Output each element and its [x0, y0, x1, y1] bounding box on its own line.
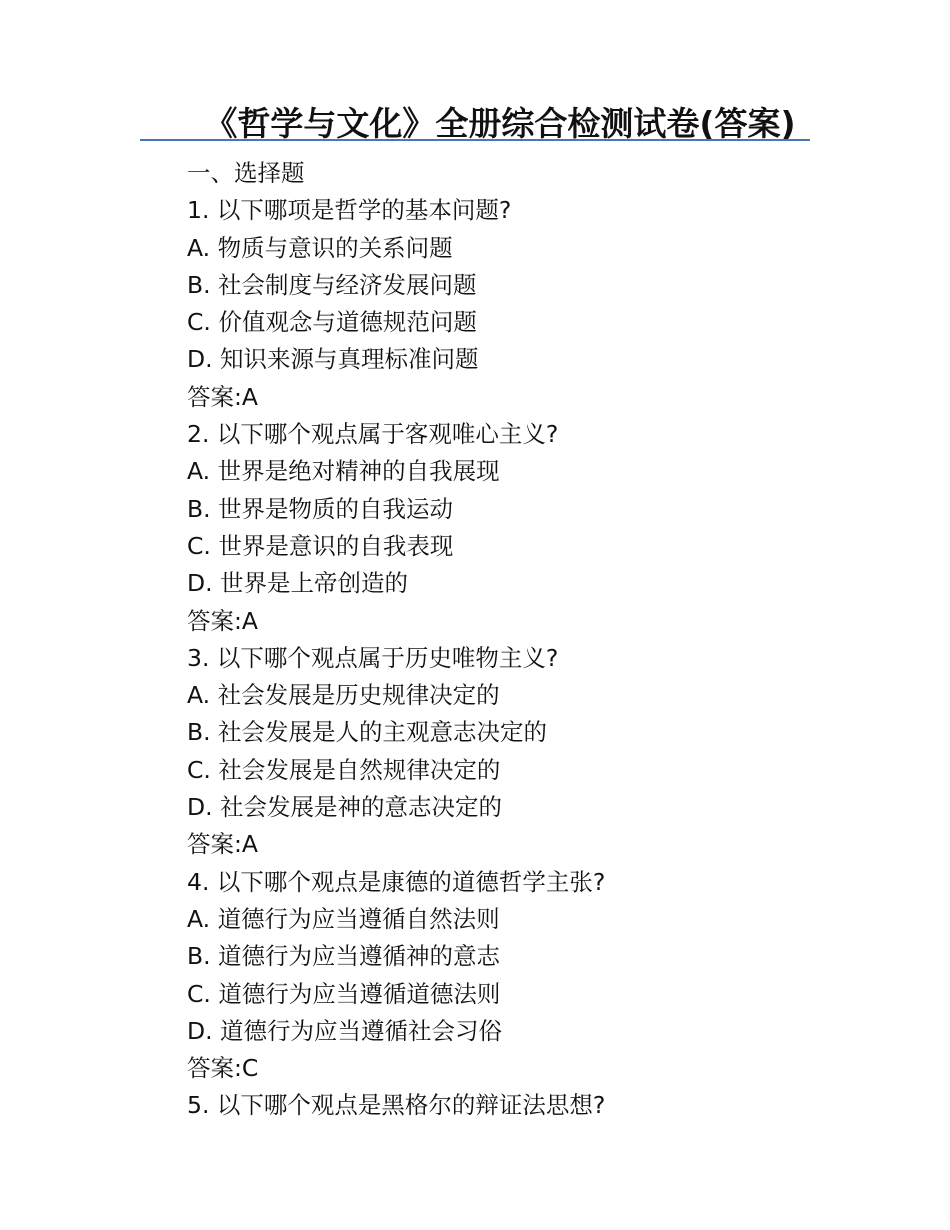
answer-line: 答案:C — [187, 1054, 259, 1083]
option-d: D. 世界是上帝创造的 — [187, 569, 409, 598]
answer-line: 答案:A — [187, 382, 258, 411]
title-underline — [140, 139, 810, 141]
option-b: B. 世界是物质的自我运动 — [187, 494, 454, 523]
question-block-3 — [187, 640, 887, 864]
option-a: A. 社会发展是历史规律决定的 — [187, 681, 500, 710]
option-a: A. 世界是绝对精神的自我展现 — [187, 457, 500, 486]
question-block-1 — [187, 192, 887, 416]
option-d: D. 道德行为应当遵循社会习俗 — [187, 1016, 503, 1045]
option-b: B. 社会制度与经济发展问题 — [187, 270, 477, 299]
answer-line: 答案:A — [187, 606, 258, 635]
question-block-2 — [187, 416, 887, 640]
question-text: 3. 以下哪个观点属于历史唯物主义? — [187, 643, 559, 672]
question-text: 2. 以下哪个观点属于客观唯心主义? — [187, 420, 559, 449]
option-d: D. 社会发展是神的意志决定的 — [187, 793, 503, 822]
option-c: C. 社会发展是自然规律决定的 — [187, 755, 501, 784]
option-c: C. 世界是意识的自我表现 — [187, 531, 454, 560]
option-c: C. 道德行为应当遵循道德法则 — [187, 979, 501, 1008]
document-body — [187, 155, 887, 1125]
option-c: C. 价值观念与道德规范问题 — [187, 308, 477, 337]
document-title: 《哲学与文化》全册综合检测试卷(答案) — [204, 104, 796, 143]
question-block-4 — [187, 864, 887, 1088]
option-b: B. 社会发展是人的主观意志决定的 — [187, 718, 548, 747]
question-text: 4. 以下哪个观点是康德的道德哲学主张? — [187, 867, 606, 896]
option-a: A. 物质与意识的关系问题 — [187, 233, 453, 262]
question-block-5 — [187, 1087, 887, 1124]
option-a: A. 道德行为应当遵循自然法则 — [187, 904, 500, 933]
question-text: 1. 以下哪项是哲学的基本问题? — [187, 196, 512, 225]
section-heading: 一、选择题 — [187, 159, 305, 187]
question-text: 5. 以下哪个观点是黑格尔的辩证法思想? — [187, 1091, 606, 1120]
answer-line: 答案:A — [187, 830, 258, 859]
option-b: B. 道德行为应当遵循神的意志 — [187, 942, 501, 971]
option-d: D. 知识来源与真理标准问题 — [187, 345, 479, 374]
